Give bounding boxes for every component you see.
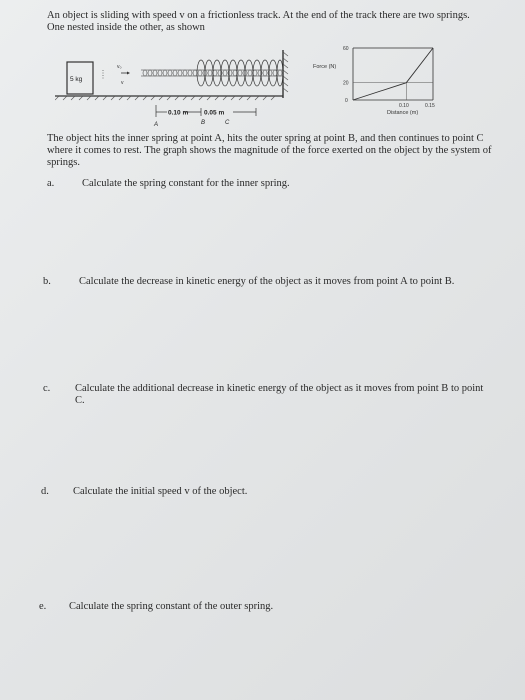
question-e-text: Calculate the spring constant of the outer spring. [69, 601, 274, 612]
question-d-letter: d. [41, 486, 49, 497]
problem-description: The object hits the inner spring at point A, hits the outer spring at point B, and then continues to point C where it comes to rest. The graph shows the magnitude of the force exerted on the object by the system of springs. [47, 133, 492, 168]
point-c-label: C [225, 120, 230, 126]
x-axis-label: Distance (m) [387, 110, 419, 116]
wall-hatching [283, 52, 288, 92]
question-c-letter: c. [43, 383, 51, 394]
force-series-line [353, 48, 433, 100]
outer-spring [197, 60, 283, 86]
question-a-text: Calculate the spring constant for the inner spring. [82, 178, 290, 189]
question-a-letter: a. [47, 178, 55, 189]
dim-outer-label: 0.05 m [204, 109, 225, 117]
spring-diagram [55, 40, 495, 130]
v0-arrowhead [127, 72, 130, 75]
x-tick-015: 0.15 [425, 103, 435, 109]
question-e-letter: e. [39, 601, 47, 612]
force-distance-chart [313, 46, 435, 116]
y-axis-label: Force (N) [313, 64, 337, 70]
v0-label: v₀ [117, 64, 122, 70]
point-a-label: A [154, 122, 159, 128]
problem-intro: An object is sliding with speed v on a frictionless track. At the end of the track there are two springs. One nested inside the other, as shown [47, 10, 470, 33]
dim-inner-label: 0.10 m [168, 109, 189, 117]
question-b-letter: b. [43, 276, 51, 287]
y-tick-0: 0 [345, 98, 348, 104]
mass-label: 5 kg [70, 76, 83, 83]
y-tick-60: 60 [343, 46, 349, 52]
spring-figure [55, 40, 495, 130]
point-b-label: B [201, 120, 206, 126]
question-c-text: Calculate the additional decrease in kinetic energy of the object as it moves from point B to point C. [75, 383, 484, 406]
y-tick-20: 20 [343, 80, 349, 87]
x-tick-010: 0.10 [399, 103, 409, 109]
question-b-text: Calculate the decrease in kinetic energy of the object as it moves from point A to point B. [79, 276, 455, 287]
question-d-text: Calculate the initial speed v of the object. [73, 486, 248, 497]
v-label: v [121, 80, 124, 86]
